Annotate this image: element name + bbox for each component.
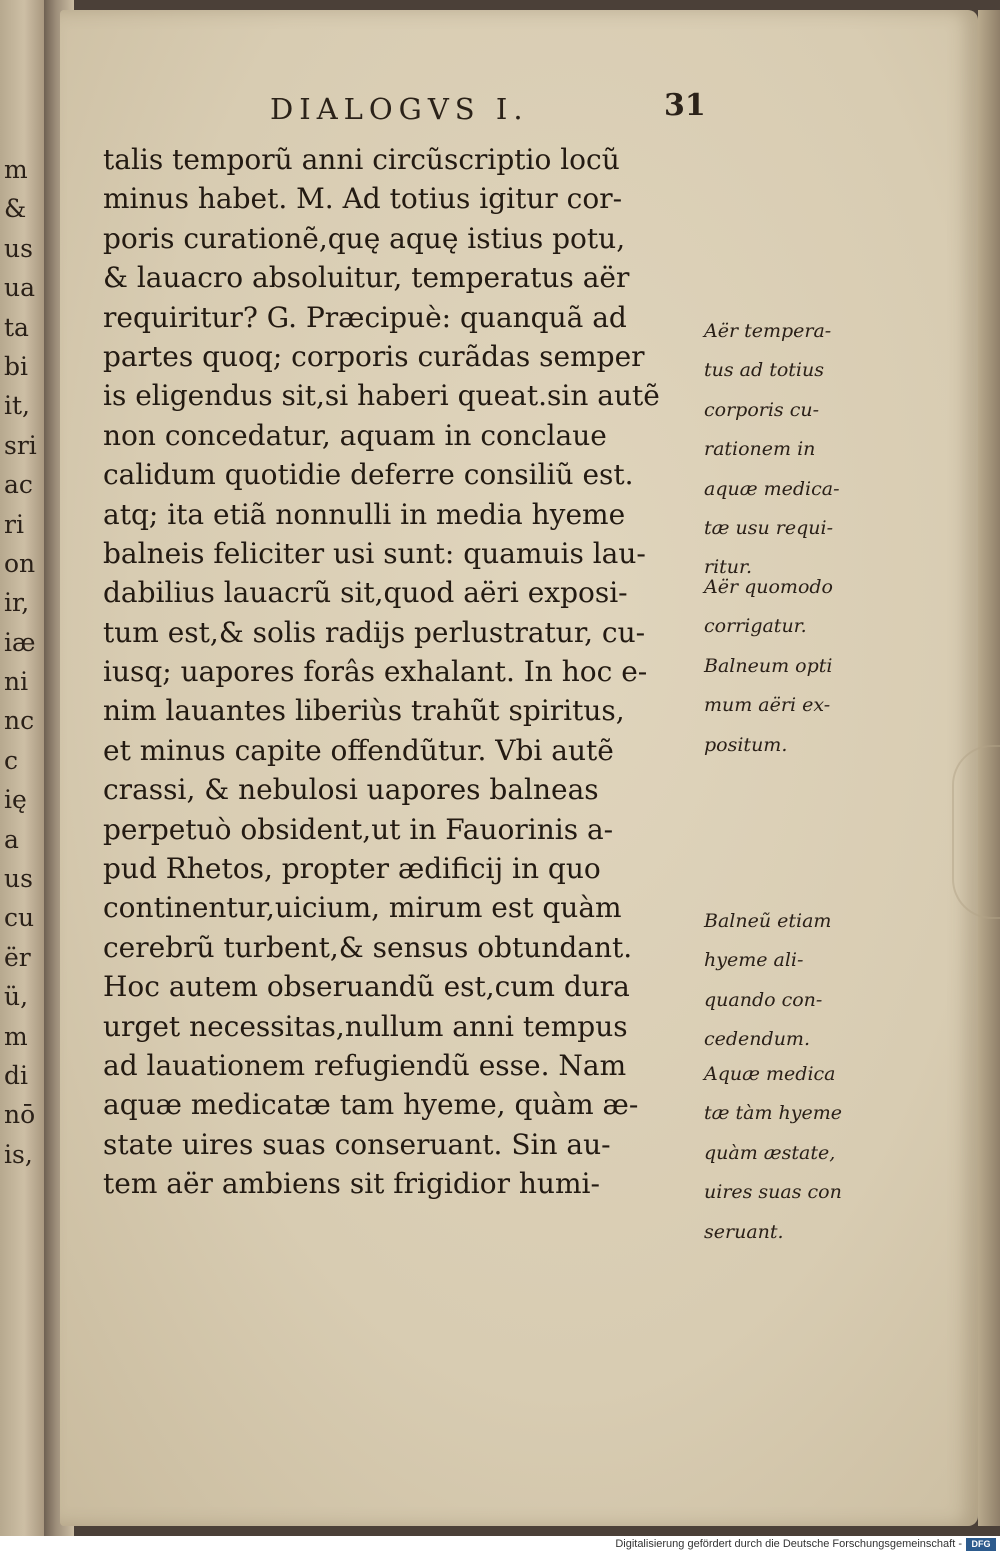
text-line: bi: [4, 351, 28, 381]
text-line: &: [4, 194, 27, 224]
text-line: ac: [4, 470, 33, 500]
marginal-note: [704, 568, 874, 647]
text-line: poris curationẽ,quę aquę istius potu,: [103, 221, 626, 255]
text-line: cu: [4, 903, 35, 933]
text-line: us: [4, 233, 33, 263]
text-line: m: [4, 1021, 28, 1051]
text-line: positum.: [704, 733, 788, 756]
text-line: cerebrũ turbent,& sensus obtundant.: [103, 930, 633, 964]
text-line: ni: [4, 667, 29, 697]
text-line: cedendum.: [704, 1028, 810, 1051]
text-line: non concedatur, aquam in conclaue: [103, 418, 607, 452]
text-line: di: [4, 1060, 28, 1090]
text-line: balneis feliciter usi sunt: quamuis lau-: [103, 536, 646, 570]
text-line: ta: [4, 312, 29, 342]
text-line: pud Rhetos, propter ædificij in quo: [103, 852, 601, 886]
text-line: seruant.: [704, 1220, 784, 1243]
text-line: urget necessitas,nullum anni tempus: [103, 1009, 628, 1043]
text-line: Balneũ etiam: [704, 910, 832, 932]
text-line: ër: [4, 942, 31, 972]
text-line: is,: [4, 1139, 33, 1169]
text-line: ri: [4, 509, 24, 539]
text-line: Aquæ medica: [704, 1063, 836, 1085]
previous-page-fragments: [4, 150, 42, 1174]
text-line: ü,: [4, 982, 29, 1012]
text-line: Hoc autem obseruandũ est,cum dura: [103, 970, 630, 1004]
text-line: aquæ medicatæ tam hyeme, quàm æ-: [103, 1088, 639, 1122]
text-line: requiritur? G. Præcipuè: quanquã ad: [103, 300, 627, 334]
main-text-block: [103, 140, 697, 1204]
text-line: Balneum opti: [704, 655, 833, 677]
text-line: quàm æstate,: [704, 1141, 836, 1164]
text-line: is eligendus sit,si haberi queat.sin autẽ: [103, 379, 660, 413]
text-line: partes quoq; corporis curãdas semper: [103, 339, 645, 373]
text-line: it,: [4, 391, 30, 421]
marginal-note: [704, 647, 874, 765]
text-line: ad lauationem refugiendũ esse. Nam: [103, 1048, 627, 1082]
text-line: tæ usu requi-: [704, 516, 834, 539]
text-line: ię: [4, 785, 27, 815]
folio-number: 31: [664, 88, 706, 123]
text-line: tem aër ambiens sit frigidior humi-: [103, 1167, 600, 1201]
text-line: state uires suas conseruant. Sin au-: [103, 1127, 611, 1161]
text-line: perpetuò obsident,ut in Fauorinis a-: [103, 812, 614, 846]
marginal-note: [704, 1055, 874, 1252]
text-line: ua: [4, 273, 36, 303]
text-line: talis temporũ anni circũscriptio locũ: [103, 143, 620, 176]
text-line: ir,: [4, 588, 30, 618]
marginal-note: [704, 312, 874, 588]
text-line: nim lauantes liberiùs trahũt spiritus,: [103, 694, 625, 728]
text-line: minus habet. M. Ad totius igitur cor-: [103, 182, 623, 216]
text-line: crassi, & nebulosi uapores balneas: [103, 773, 599, 807]
text-line: iusq; uapores forâs exhalant. In hoc e-: [103, 655, 648, 689]
text-line: c: [4, 745, 19, 775]
text-line: dabilius lauacrũ sit,quod aëri exposi-: [103, 576, 628, 610]
text-line: corrigatur.: [704, 615, 807, 638]
footer-bar: [0, 1536, 1000, 1553]
text-line: et minus capite offendũtur. Vbi autẽ: [103, 733, 614, 767]
text-line: rationem in: [704, 438, 816, 461]
text-line: tus ad totius: [704, 359, 824, 382]
text-line: aquæ medica-: [704, 477, 840, 500]
text-line: atq; ita etiã nonnulli in media hyeme: [103, 497, 626, 531]
dfg-logo: DFG: [966, 1538, 996, 1551]
text-line: on: [4, 548, 36, 578]
text-line: corporis cu-: [704, 398, 820, 421]
text-line: Aër quomodo: [704, 576, 833, 598]
text-line: tum est,& solis radijs perlustratur, cu-: [103, 615, 646, 649]
text-line: a: [4, 824, 19, 854]
text-line: continentur,uicium, mirum est quàm: [103, 891, 622, 925]
text-line: nō: [4, 1100, 36, 1130]
previous-page-strip: [0, 0, 44, 1536]
text-line: sri: [4, 430, 37, 460]
text-line: & lauacro absoluitur, temperatus aër: [103, 261, 630, 295]
text-line: Aër tempera-: [704, 320, 832, 342]
text-line: uires suas con: [704, 1181, 842, 1204]
text-line: nc: [4, 706, 35, 736]
text-line: ritur.: [704, 556, 753, 579]
text-line: quando con-: [704, 988, 823, 1011]
text-line: hyeme ali-: [704, 949, 804, 972]
marginal-note: [704, 902, 874, 1060]
funding-credit: Digitalisierung gefördert durch die Deutsche Forschungsgemeinschaft -: [615, 1538, 962, 1550]
text-line: mum aëri ex-: [704, 694, 831, 717]
page-clip-mark: [952, 745, 1000, 919]
text-line: m: [4, 155, 28, 184]
text-line: tæ tàm hyeme: [704, 1102, 843, 1125]
text-line: iæ: [4, 627, 36, 657]
text-line: us: [4, 864, 33, 894]
running-head: DIALOGVS I.: [270, 92, 529, 126]
text-line: calidum quotidie deferre consiliũ est.: [103, 458, 634, 492]
